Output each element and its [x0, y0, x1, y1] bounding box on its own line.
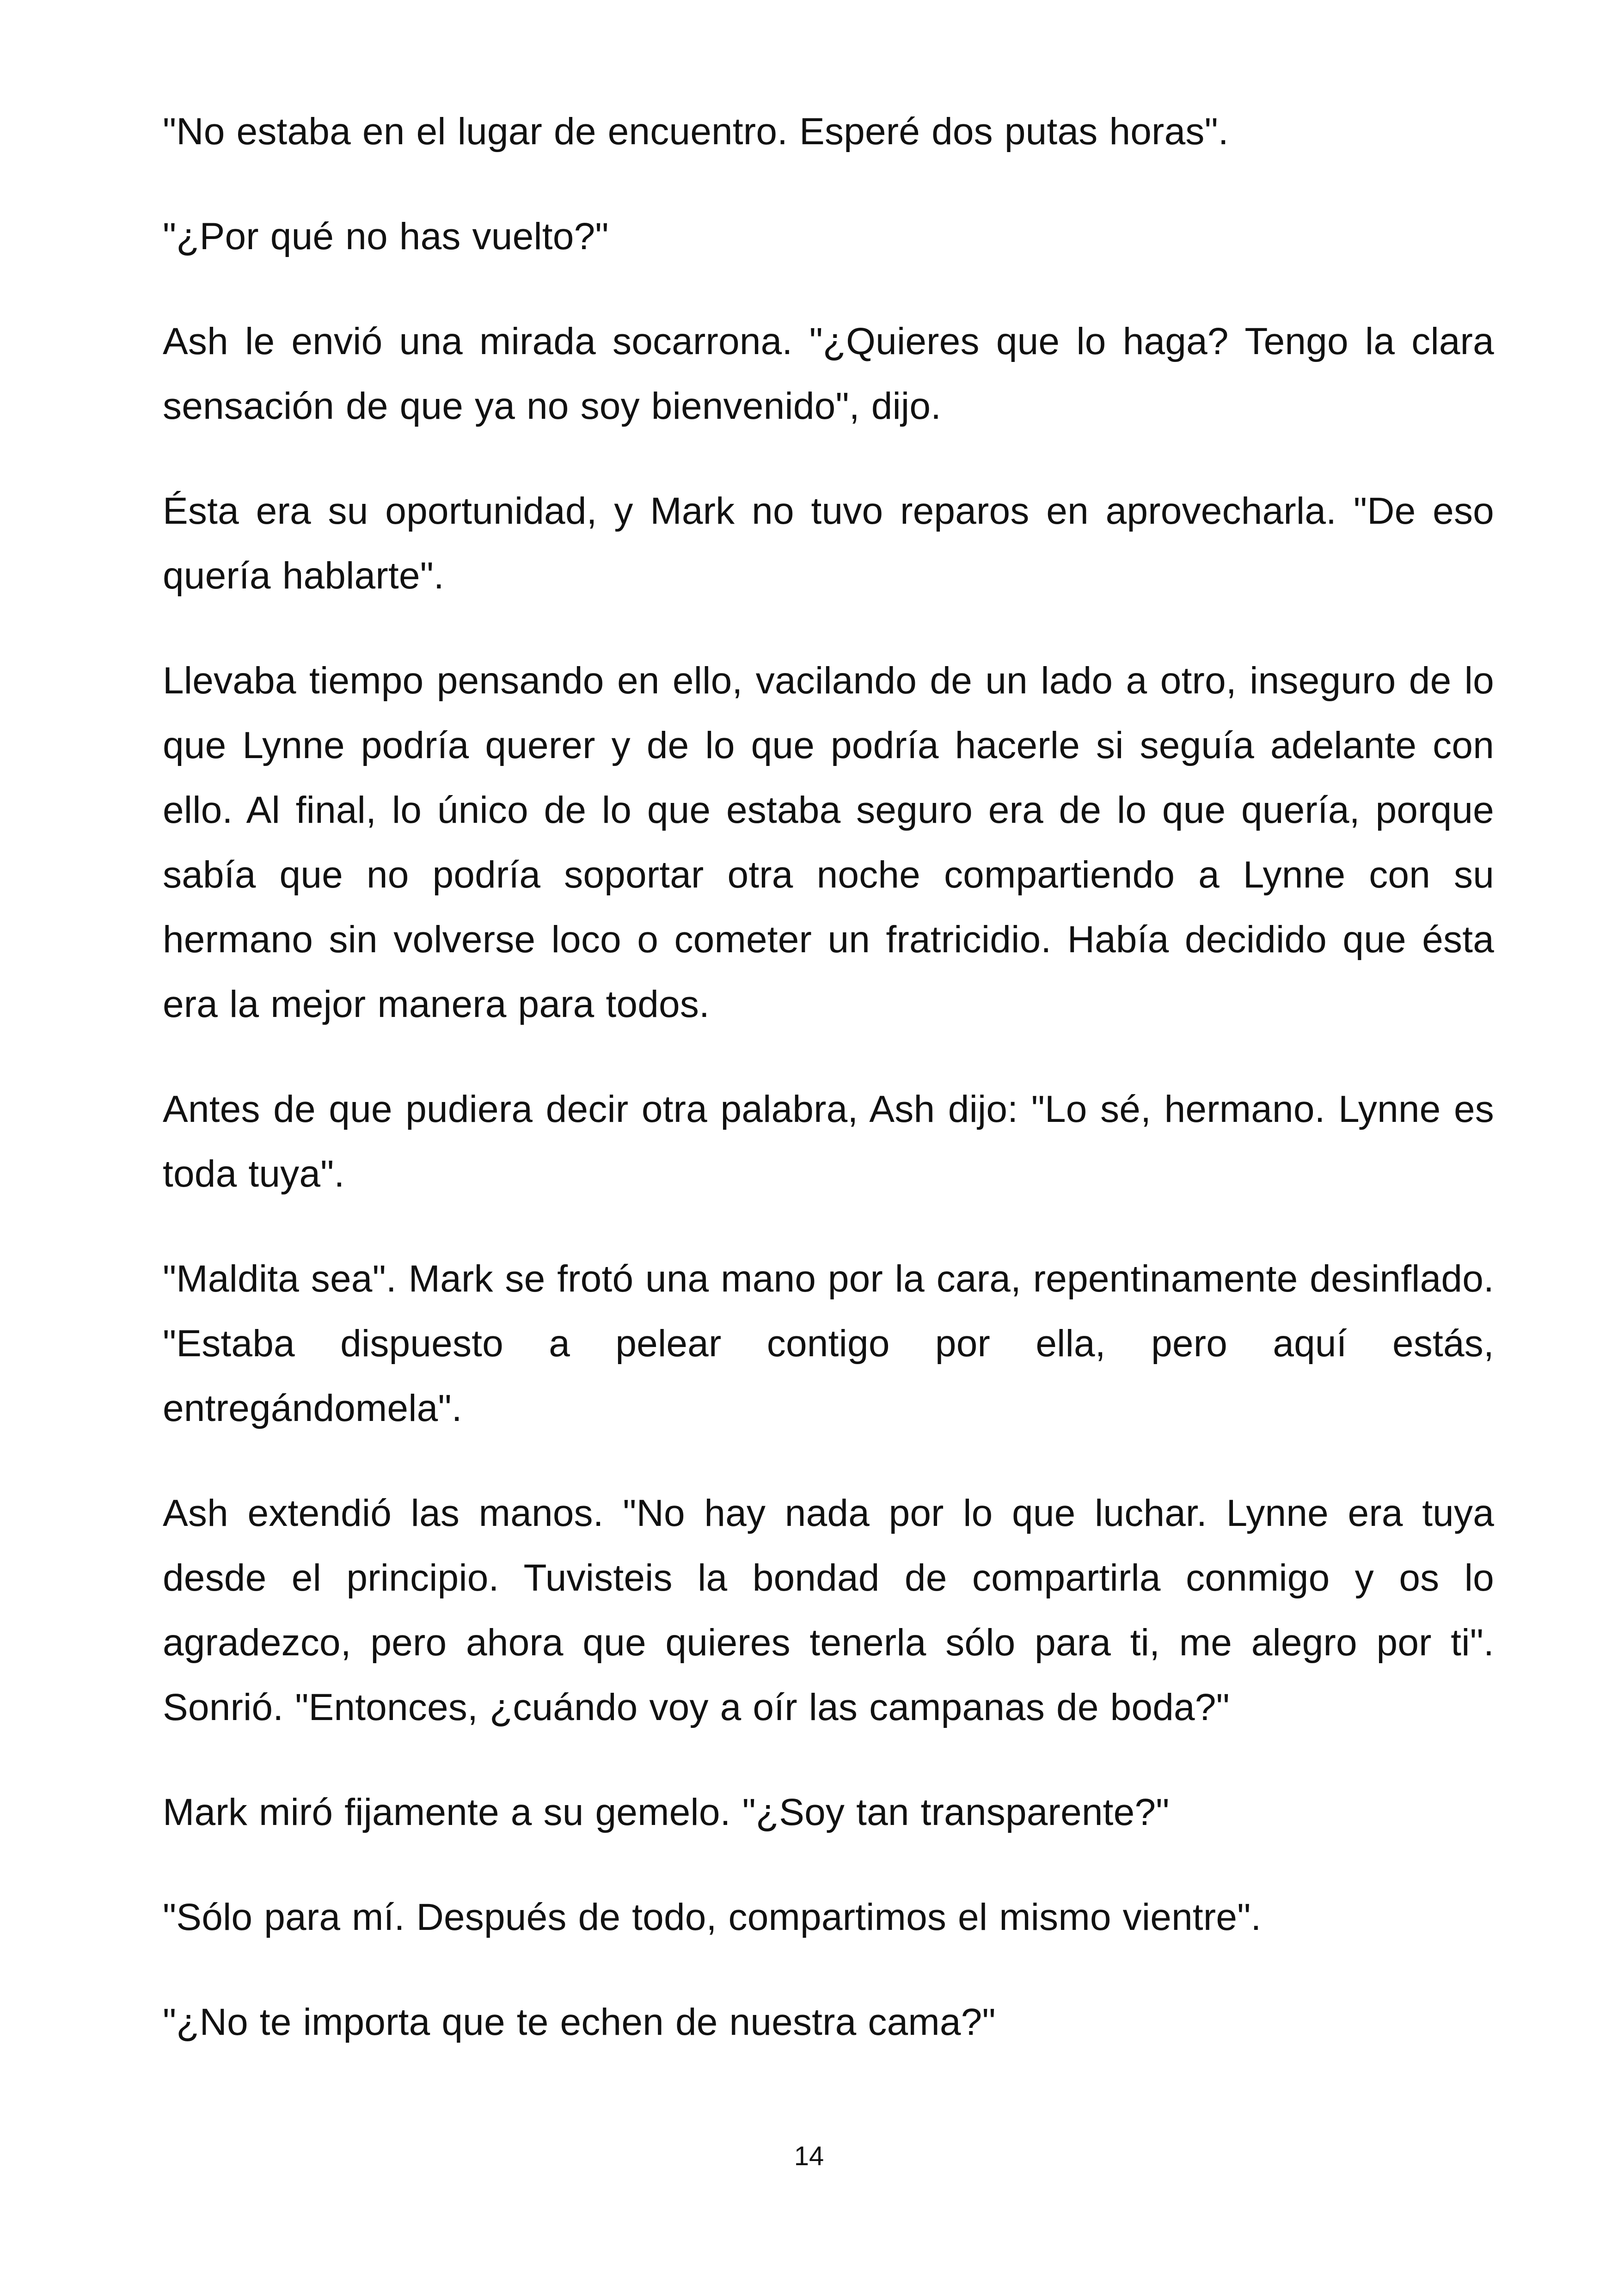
- paragraph: Ash extendió las manos. "No hay nada por lo que luchar. Lynne era tuya desde el principio. Tuvisteis la bondad de compartirla conmigo y os lo agradezco, pero ahora que quieres tenerla sólo para ti, me alegro por ti". Sonrió. "Entonces, ¿cuándo voy a oír las campanas de boda?": [163, 1492, 1494, 1728]
- paragraph: "Maldita sea". Mark se frotó una mano por la cara, repentinamente desinflado. "Estaba dispuesto a pelear contigo por ella, pero aquí estás, entregándomela".: [163, 1258, 1494, 1429]
- paragraph: "No estaba en el lugar de encuentro. Esperé dos putas horas".: [163, 110, 1229, 153]
- page-number: 14: [794, 2141, 824, 2171]
- paragraph: Antes de que pudiera decir otra palabra, Ash dijo: "Lo sé, hermano. Lynne es toda tuya".: [163, 1088, 1494, 1195]
- body-text: [163, 99, 1494, 2095]
- paragraph: Llevaba tiempo pensando en ello, vacilando de un lado a otro, inseguro de lo que Lynne podría querer y de lo que podría hacerle si seguía adelante con ello. Al final, lo único de lo que estaba seguro era de lo que quería, porque sabía que no podría soportar otra noche compartiendo a Lynne con su hermano sin volverse loco o cometer un fratricidio. Había decidido que ésta era la mejor manera para todos.: [163, 660, 1494, 1025]
- paragraph: "¿No te importa que te echen de nuestra cama?": [163, 2001, 996, 2043]
- paragraph: Ésta era su oportunidad, y Mark no tuvo reparos en aprovecharla. "De eso quería hablarte".: [163, 490, 1494, 597]
- paragraph: Mark miró fijamente a su gemelo. "¿Soy tan transparente?": [163, 1791, 1170, 1833]
- paragraph: "¿Por qué no has vuelto?": [163, 215, 609, 257]
- paragraph: Ash le envió una mirada socarrona. "¿Quieres que lo haga? Tengo la clara sensación de que ya no soy bienvenido", dijo.: [163, 320, 1494, 427]
- paragraph: "Sólo para mí. Después de todo, compartimos el mismo vientre".: [163, 1896, 1262, 1938]
